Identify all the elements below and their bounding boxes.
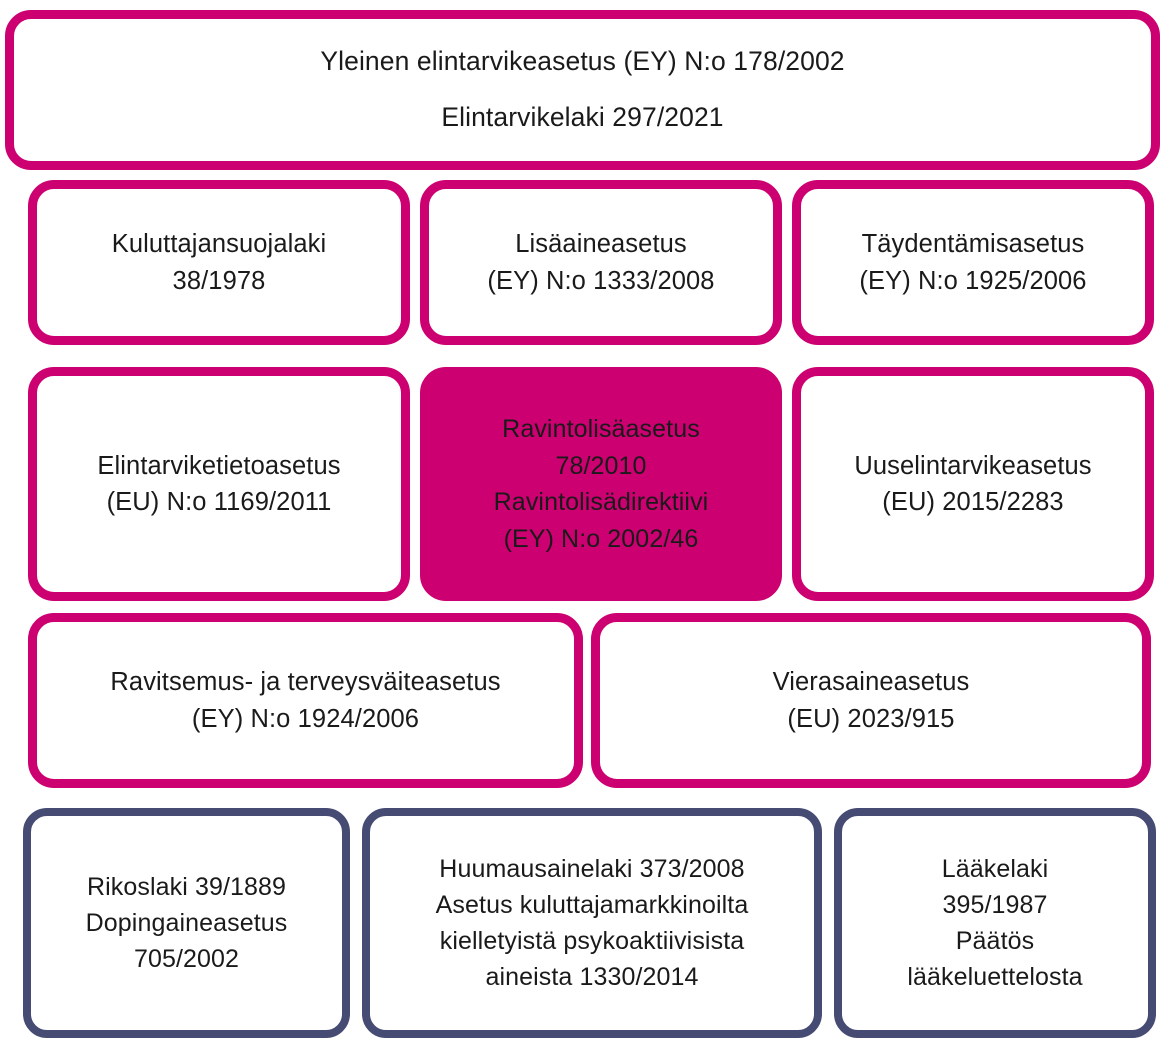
- legislation-box-line: aineista 1330/2014: [485, 963, 699, 991]
- legislation-box-general-food-regulation: [5, 10, 1160, 170]
- legislation-box-line: Vierasaineasetus: [772, 668, 970, 697]
- legislation-box-line: Asetus kuluttajamarkkinoilta: [435, 891, 749, 919]
- legislation-box-rikoslaki-dopingaineasetus: [23, 808, 350, 1038]
- diagram-row-2: [0, 180, 1165, 345]
- legislation-box-line: (EY) N:o 1333/2008: [487, 266, 715, 295]
- legislation-box-uuselintarvikeasetus: [792, 367, 1154, 601]
- legislation-box-line: 395/1987: [942, 891, 1048, 919]
- legislation-box-line: Ravintolisäasetus: [502, 415, 700, 443]
- legislation-box-line: 705/2002: [133, 945, 240, 973]
- legislation-box-line: Elintarviketietoasetus: [97, 451, 341, 480]
- legislation-box-vierasaineasetus: [591, 613, 1151, 788]
- legislation-box-line: Huumausainelaki 373/2008: [439, 855, 745, 883]
- legislation-box-line: (EY) N:o 1924/2006: [191, 704, 420, 733]
- legislation-box-taydentamisasetus: [792, 180, 1154, 345]
- legislation-box-elintarviketietoasetus: [28, 367, 410, 601]
- legislation-box-line: Lääkelaki: [941, 855, 1049, 883]
- legislation-box-line: Lisäaineasetus: [515, 230, 687, 259]
- diagram-row-5: [0, 808, 1165, 1038]
- diagram-row-3: [0, 367, 1165, 601]
- legislation-box-line: Täydentämisasetus: [861, 230, 1085, 259]
- legislation-box-huumausainelaki: [362, 808, 822, 1038]
- legislation-box-line: Elintarvikelaki 297/2021: [441, 102, 724, 132]
- legislation-box-lisaaineasetus: [420, 180, 782, 345]
- legislation-box-line: kielletyistä psykoaktiivisista: [439, 927, 745, 955]
- legislation-box-line: Dopingaineasetus: [85, 909, 288, 937]
- legislation-box-line: (EU) N:o 1169/2011: [106, 488, 332, 516]
- legislation-box-line: Ravitsemus- ja terveysväiteasetus: [110, 668, 501, 697]
- legislation-box-laakelaki: [834, 808, 1156, 1038]
- legislation-box-line: (EY) N:o 1925/2006: [859, 266, 1087, 295]
- legislation-box-line: 38/1978: [172, 266, 266, 295]
- legislation-box-ravitsemus-ja-terveysvaiteasetus: [28, 613, 583, 788]
- legislation-box-line: Uuselintarvikeasetus: [854, 451, 1092, 480]
- diagram-row-top-level: [0, 10, 1165, 170]
- diagram-row-4: [0, 613, 1165, 788]
- legislation-box-line: (EU) 2023/915: [787, 704, 955, 733]
- legislation-box-line: (EU) 2015/2283: [882, 488, 1064, 516]
- legislation-box-line: Ravintolisädirektiivi: [493, 488, 709, 516]
- legislation-box-line: Kuluttajansuojalaki: [111, 230, 327, 259]
- legislation-box-line: lääkeluettelosta: [907, 963, 1083, 991]
- legislation-box-kuluttajansuojalaki: [28, 180, 410, 345]
- legislation-box-line: (EY) N:o 2002/46: [503, 524, 699, 553]
- legislation-box-line: Rikoslaki 39/1889: [86, 873, 287, 901]
- legislation-box-ravintolisaasetus-highlighted: [420, 367, 782, 601]
- legislation-box-line: Yleinen elintarvikeasetus (EY) N:o 178/2002: [320, 46, 845, 77]
- legislation-box-line: 78/2010: [555, 451, 647, 480]
- legislation-box-line: Päätös: [955, 927, 1035, 955]
